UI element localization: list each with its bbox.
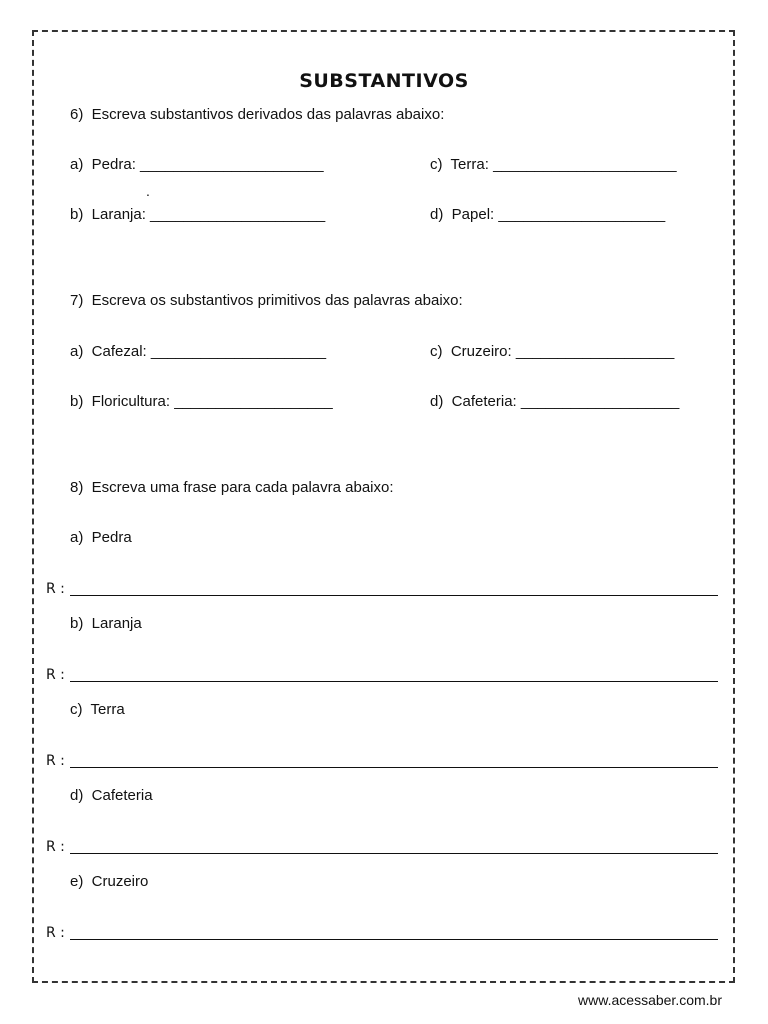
answer-label-d: R : bbox=[46, 839, 65, 855]
stray-dot: . bbox=[146, 183, 150, 199]
q6-item-a[interactable]: a) Pedra: ______________________ bbox=[70, 156, 324, 173]
question-7-prompt: 7) Escreva os substantivos primitivos das palavras abaixo: bbox=[70, 292, 463, 309]
q7-item-a[interactable]: a) Cafezal: _____________________ bbox=[70, 343, 327, 360]
answer-line-c[interactable] bbox=[70, 767, 718, 768]
page-title: SUBSTANTIVOS bbox=[299, 70, 469, 92]
q6-item-c[interactable]: c) Terra: ______________________ bbox=[430, 156, 677, 173]
q7-item-b[interactable]: b) Floricultura: ___________________ bbox=[70, 393, 333, 410]
q8-word-c: c) Terra bbox=[70, 701, 125, 718]
q7-item-d[interactable]: d) Cafeteria: ___________________ bbox=[430, 393, 680, 410]
answer-label-e: R : bbox=[46, 925, 65, 941]
q8-word-d: d) Cafeteria bbox=[70, 787, 153, 804]
answer-label-c: R : bbox=[46, 753, 65, 769]
answer-label-b: R : bbox=[46, 667, 65, 683]
q6-item-d[interactable]: d) Papel: ____________________ bbox=[430, 206, 666, 223]
question-6-prompt: 6) Escreva substantivos derivados das palavras abaixo: bbox=[70, 106, 445, 123]
answer-line-e[interactable] bbox=[70, 939, 718, 940]
answer-line-b[interactable] bbox=[70, 681, 718, 682]
q8-word-a: a) Pedra bbox=[70, 529, 132, 546]
answer-line-d[interactable] bbox=[70, 853, 718, 854]
answer-label-a: R : bbox=[46, 581, 65, 597]
q8-word-e: e) Cruzeiro bbox=[70, 873, 149, 890]
q8-word-b: b) Laranja bbox=[70, 615, 142, 632]
answer-line-a[interactable] bbox=[70, 595, 718, 596]
question-8-prompt: 8) Escreva uma frase para cada palavra abaixo: bbox=[70, 479, 394, 496]
q6-item-b[interactable]: b) Laranja: _____________________ bbox=[70, 206, 326, 223]
q7-item-c[interactable]: c) Cruzeiro: ___________________ bbox=[430, 343, 675, 360]
footer-url: www.acessaber.com.br bbox=[578, 992, 722, 1008]
